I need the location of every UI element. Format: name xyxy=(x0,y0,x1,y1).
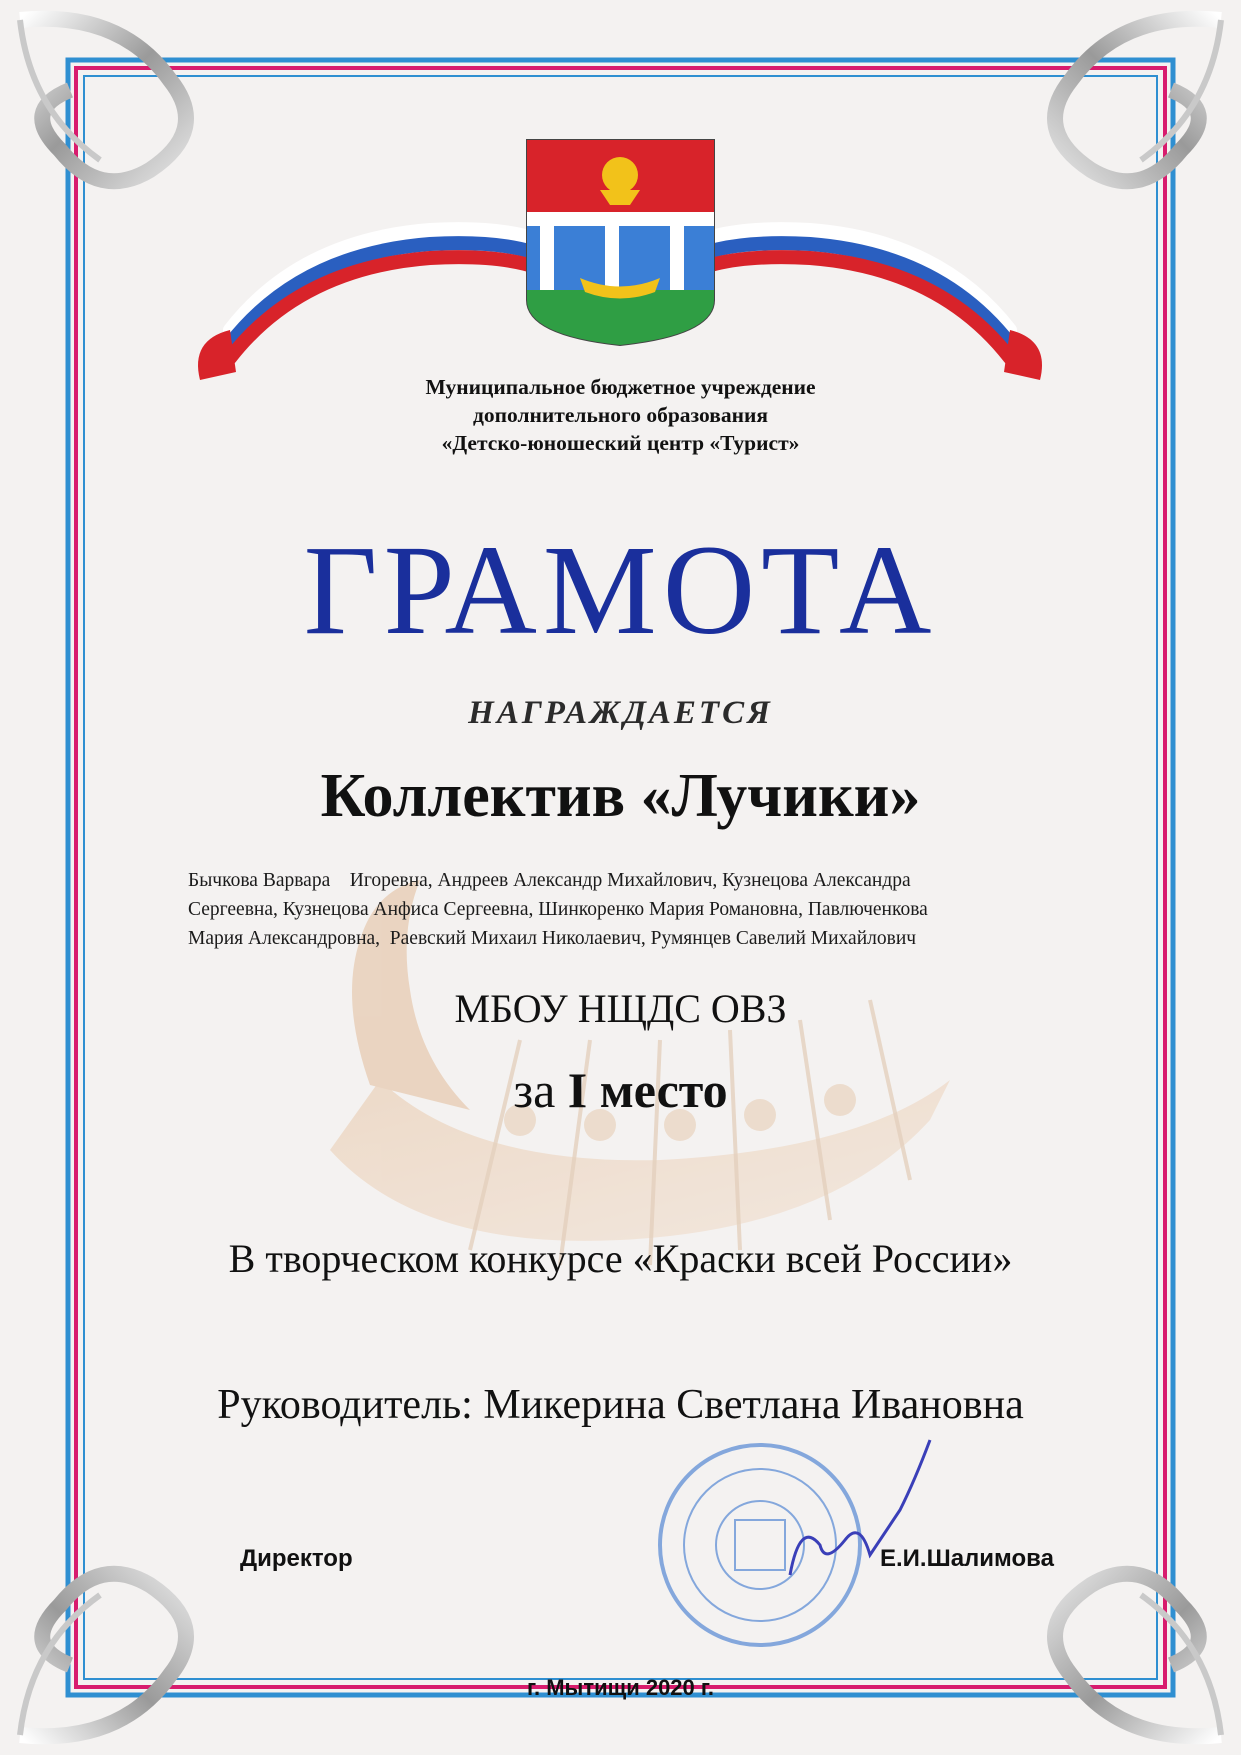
org-line-3: «Детско-юношеский центр «Турист» xyxy=(441,431,800,455)
org-line-1: Муниципальное бюджетное учреждение xyxy=(425,375,816,399)
members-line-1: Бычкова Варвара Игоревна, Андреев Александр Михайлович, Кузнецова Александра xyxy=(188,870,911,891)
school-name: МБОУ НЩДС ОВЗ xyxy=(454,986,787,1031)
coat-of-arms xyxy=(527,140,714,345)
members-line-2: Сергеевна, Кузнецова Анфиса Сергеевна, Шинкоренко Мария Романовна, Павлюченкова xyxy=(188,899,928,920)
place-prefix: за xyxy=(513,1062,556,1118)
members-list xyxy=(188,866,1078,953)
leader-name: Руководитель: Микерина Светлана Ивановна xyxy=(217,1382,1024,1428)
org-line-2: дополнительного образования xyxy=(472,403,769,427)
contest-name: В творческом конкурсе «Краски всей России» xyxy=(228,1236,1013,1281)
place-value: I место xyxy=(567,1062,728,1118)
round-seal-stamp xyxy=(660,1445,860,1645)
place-award xyxy=(0,1060,1241,1120)
organization-name xyxy=(0,373,1241,457)
members-line-3: Мария Александровна, Раевский Михаил Николаевич, Румянцев Савелий Михайлович xyxy=(188,928,917,949)
director-name: Е.И.Шалимова xyxy=(880,1545,1054,1572)
city-year: г. Мытищи 2020 г. xyxy=(527,1675,714,1700)
awarded-label: НАГРАЖДАЕТСЯ xyxy=(468,695,773,731)
director-label: Директор xyxy=(240,1545,353,1572)
corner-ornament-bottom-left xyxy=(20,1574,186,1737)
certificate-title: ГРАМОТА xyxy=(303,519,938,661)
corner-ornament-bottom-right xyxy=(1055,1574,1221,1737)
recipient-name: Коллектив «Лучики» xyxy=(320,762,921,830)
corner-ornament-top-left xyxy=(20,19,186,182)
corner-ornament-top-right xyxy=(1055,19,1221,182)
